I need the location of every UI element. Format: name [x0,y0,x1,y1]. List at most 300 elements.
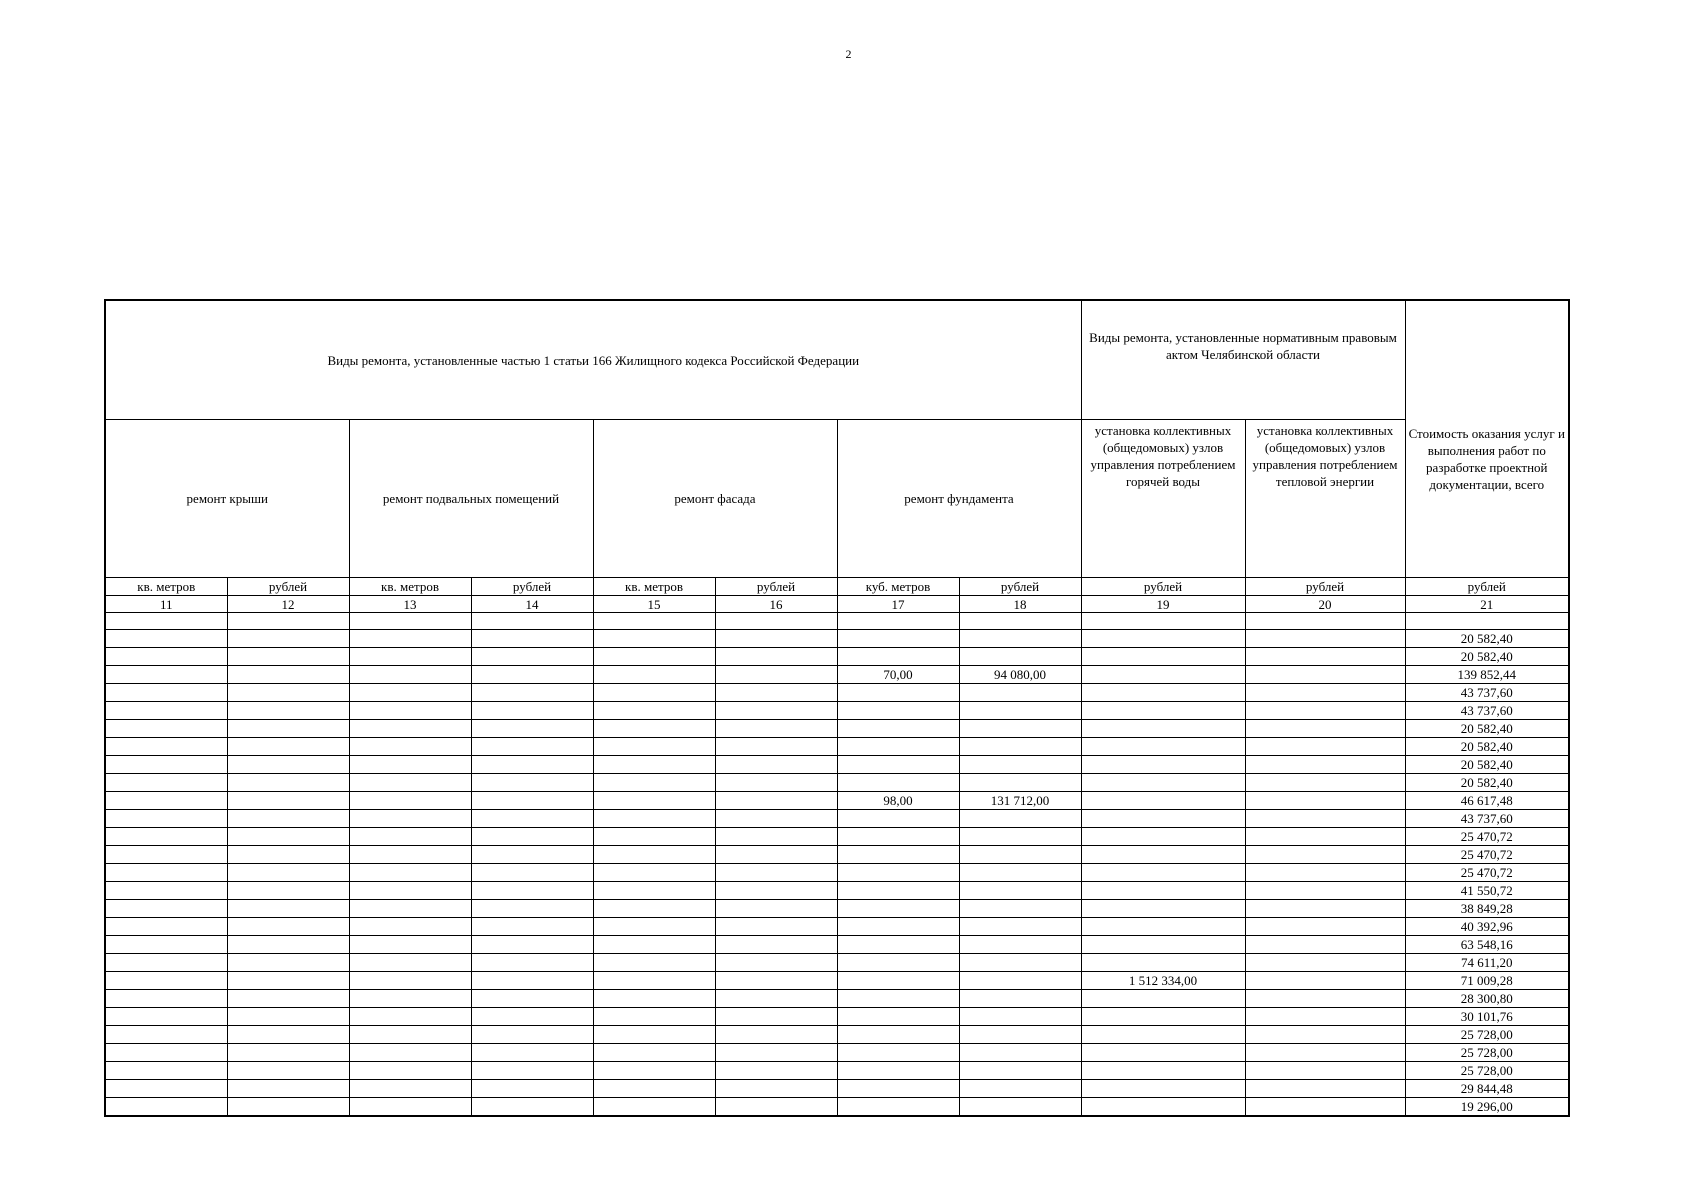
table-cell [471,828,593,846]
table-cell [837,1062,959,1080]
table-cell [349,1062,471,1080]
table-cell [349,1008,471,1026]
table-cell [227,990,349,1008]
table-cell [349,882,471,900]
table-cell [837,1008,959,1026]
table-cell [837,720,959,738]
table-cell [227,846,349,864]
table-cell [349,810,471,828]
header-federal-repair-types: Виды ремонта, установленные частью 1 статьи 166 Жилищного кодекса Российской Федерации [105,300,1081,420]
table-cell [715,864,837,882]
table-cell [593,1062,715,1080]
table-row [105,792,1569,810]
table-cell [593,1044,715,1062]
table-cell [349,846,471,864]
unit-cell: кв. метров [105,578,227,596]
table-cell [715,972,837,990]
table-cell [837,972,959,990]
table-cell [227,774,349,792]
table-cell: 25 728,00 [1405,1044,1569,1062]
table-cell [105,774,227,792]
table-cell [959,1026,1081,1044]
table-cell [227,756,349,774]
table-cell [471,756,593,774]
column-number-cell: 18 [959,596,1081,613]
table-cell [227,1026,349,1044]
table-row [105,918,1569,936]
table-cell [227,648,349,666]
table-cell [837,684,959,702]
table-cell: 25 728,00 [1405,1062,1569,1080]
unit-cell: кв. метров [593,578,715,596]
table-cell [959,954,1081,972]
header-cost-total: Стоимость оказания услуг и выполнения работ по разработке проектной документации, всего [1405,300,1569,578]
table-row [105,756,1569,774]
table-cell [1081,648,1245,666]
table-cell [105,918,227,936]
table-cell [1245,864,1405,882]
table-cell: 20 582,40 [1405,738,1569,756]
table-cell: 25 470,72 [1405,828,1569,846]
table-cell [105,1098,227,1117]
table-cell [715,954,837,972]
table-cell [105,882,227,900]
table-cell [837,954,959,972]
table-cell [1081,702,1245,720]
table-cell [593,1026,715,1044]
table-cell [715,900,837,918]
table-cell [105,648,227,666]
table-cell [715,1098,837,1117]
table-cell [1081,864,1245,882]
table-cell: 20 582,40 [1405,756,1569,774]
table-cell [1081,810,1245,828]
table-cell [471,792,593,810]
table-cell [227,1062,349,1080]
table-cell [1081,1098,1245,1117]
table-cell [1081,900,1245,918]
table-cell [105,846,227,864]
blank-cell [105,613,227,630]
blank-cell [593,613,715,630]
table-cell [349,900,471,918]
table-cell [593,648,715,666]
table-cell [837,702,959,720]
table-cell [1081,846,1245,864]
table-cell [227,666,349,684]
table-cell [471,648,593,666]
table-row [105,810,1569,828]
table-row [105,648,1569,666]
header-heat-metering: установка коллективных (общедомовых) узлов управления потреблением тепловой энергии [1245,420,1405,578]
table-cell [471,936,593,954]
table-cell [1245,702,1405,720]
table-cell [593,666,715,684]
table-cell [837,828,959,846]
table-cell [1081,666,1245,684]
table-cell [593,720,715,738]
table-cell [959,882,1081,900]
table-cell [959,1098,1081,1117]
table-cell [837,648,959,666]
table-cell [1081,792,1245,810]
table-cell [959,1080,1081,1098]
table-cell [1081,954,1245,972]
table-cell [471,864,593,882]
column-number-cell: 16 [715,596,837,613]
table-cell [593,990,715,1008]
table-row [105,864,1569,882]
table-cell [471,810,593,828]
column-number-cell: 14 [471,596,593,613]
table-cell [105,738,227,756]
blank-cell [715,613,837,630]
column-number-cell: 11 [105,596,227,613]
table-cell [105,792,227,810]
table-row [105,720,1569,738]
table-cell [105,666,227,684]
table-cell [1081,1080,1245,1098]
table-cell [227,810,349,828]
table-cell [105,756,227,774]
table-cell [593,954,715,972]
table-cell [837,918,959,936]
table-row [105,954,1569,972]
table-row [105,738,1569,756]
table-cell: 98,00 [837,792,959,810]
table-cell [837,810,959,828]
table-cell: 139 852,44 [1405,666,1569,684]
units-row [105,578,1569,596]
table-cell: 20 582,40 [1405,648,1569,666]
table-cell [227,738,349,756]
table-cell [837,756,959,774]
table-cell [959,1044,1081,1062]
table-cell [593,1098,715,1117]
table-cell [105,630,227,648]
table-cell [837,738,959,756]
table-row [105,774,1569,792]
table-cell [1081,936,1245,954]
table-cell [1081,774,1245,792]
table-cell [715,702,837,720]
table-cell [593,1008,715,1026]
blank-cell [227,613,349,630]
table-body [105,300,1569,1116]
table-cell [349,702,471,720]
table-row [105,684,1569,702]
table-row [105,1062,1569,1080]
table-cell [837,774,959,792]
table-row [105,1098,1569,1117]
table-cell [471,720,593,738]
table-row [105,990,1569,1008]
header-facade-repair: ремонт фасада [593,420,837,578]
table-cell [715,882,837,900]
table-cell [959,630,1081,648]
column-numbers-row [105,596,1569,613]
table-cell [715,1044,837,1062]
table-row [105,1080,1569,1098]
table-cell [1081,684,1245,702]
table-cell [1245,738,1405,756]
table-cell [1081,1026,1245,1044]
table-cell [593,900,715,918]
table-row [105,1026,1569,1044]
table-cell [959,1062,1081,1080]
table-cell [471,900,593,918]
table-cell [593,882,715,900]
table-cell [1245,846,1405,864]
table-cell [105,828,227,846]
table-cell [959,702,1081,720]
table-cell: 131 712,00 [959,792,1081,810]
table-cell: 43 737,60 [1405,684,1569,702]
table-cell [959,990,1081,1008]
table-cell [349,1044,471,1062]
table-cell [1081,990,1245,1008]
table-cell [471,684,593,702]
table-cell [471,1026,593,1044]
table-cell [959,864,1081,882]
table-cell [227,972,349,990]
table-cell [715,684,837,702]
table-cell [1245,1080,1405,1098]
table-cell [593,630,715,648]
table-cell [1081,1044,1245,1062]
column-number-cell: 17 [837,596,959,613]
table-cell [349,684,471,702]
table-cell [1245,990,1405,1008]
table-cell [715,648,837,666]
table-cell [105,936,227,954]
table-cell [959,684,1081,702]
table-cell [837,630,959,648]
table-cell [715,792,837,810]
table-cell [105,900,227,918]
table-row [105,828,1569,846]
table-cell: 19 296,00 [1405,1098,1569,1117]
table-cell [471,738,593,756]
table-cell [593,792,715,810]
table-cell [837,882,959,900]
table-cell [471,630,593,648]
table-cell [349,1098,471,1117]
table-cell [593,810,715,828]
table-cell [1245,1044,1405,1062]
blank-cell [1245,613,1405,630]
table-cell [105,1008,227,1026]
table-cell [349,756,471,774]
table-cell [227,1044,349,1062]
table-cell [105,1026,227,1044]
table-cell [227,684,349,702]
table-cell [105,702,227,720]
table-cell [837,936,959,954]
table-cell [593,936,715,954]
table-cell [349,828,471,846]
table-cell [1245,648,1405,666]
table-cell [105,720,227,738]
table-cell [471,972,593,990]
table-cell: 43 737,60 [1405,702,1569,720]
table-cell: 1 512 334,00 [1081,972,1245,990]
table-cell [593,702,715,720]
header-hot-water-metering: установка коллективных (общедомовых) узлов управления потреблением горячей воды [1081,420,1245,578]
unit-cell: рублей [1405,578,1569,596]
table-cell: 70,00 [837,666,959,684]
table-cell [471,1044,593,1062]
table-cell [959,738,1081,756]
column-number-cell: 12 [227,596,349,613]
table-cell: 41 550,72 [1405,882,1569,900]
table-cell [837,1098,959,1117]
table-row [105,702,1569,720]
table-cell: 74 611,20 [1405,954,1569,972]
table-cell [349,1026,471,1044]
table-cell [593,738,715,756]
table-cell [349,792,471,810]
table-cell [593,918,715,936]
table-cell [1245,684,1405,702]
table-cell [349,936,471,954]
table-cell [1245,882,1405,900]
repair-cost-table [104,299,1570,1117]
column-number-cell: 15 [593,596,715,613]
table-cell [105,810,227,828]
table-cell [349,972,471,990]
table-cell [471,990,593,1008]
table-cell [349,738,471,756]
table-cell [471,882,593,900]
table-cell [837,900,959,918]
table-cell [715,774,837,792]
table-cell: 38 849,28 [1405,900,1569,918]
column-number-cell: 20 [1245,596,1405,613]
table-cell [837,990,959,1008]
table-cell [959,846,1081,864]
table-cell [349,774,471,792]
blank-cell [471,613,593,630]
table-cell [715,990,837,1008]
table-cell: 63 548,16 [1405,936,1569,954]
table-cell: 46 617,48 [1405,792,1569,810]
table-row [105,630,1569,648]
table-cell [349,954,471,972]
table-cell [105,990,227,1008]
table-cell: 29 844,48 [1405,1080,1569,1098]
table-cell: 28 300,80 [1405,990,1569,1008]
header-basement-repair: ремонт подвальных помещений [349,420,593,578]
table-cell [471,918,593,936]
table-cell [959,918,1081,936]
unit-cell: куб. метров [837,578,959,596]
table-cell [1245,1026,1405,1044]
table-row [105,936,1569,954]
table-cell [1245,666,1405,684]
table-row [105,972,1569,990]
unit-cell: рублей [959,578,1081,596]
table-cell [1245,1062,1405,1080]
table-cell [349,666,471,684]
table-cell [1245,1098,1405,1117]
table-cell [349,864,471,882]
table-cell [227,702,349,720]
table-cell [105,954,227,972]
table-cell: 20 582,40 [1405,720,1569,738]
table-cell [349,720,471,738]
table-cell [105,1062,227,1080]
table-cell [959,720,1081,738]
table-cell [1081,756,1245,774]
table-cell [471,954,593,972]
table-row [105,1008,1569,1026]
table-cell [227,882,349,900]
table-cell [715,720,837,738]
header-regional-repair-types: Виды ремонта, установленные нормативным правовым актом Челябинской области [1081,300,1405,420]
table-cell [227,1080,349,1098]
table-cell [715,1008,837,1026]
table-cell [593,774,715,792]
table-cell [105,1044,227,1062]
table-cell: 20 582,40 [1405,630,1569,648]
column-number-cell: 21 [1405,596,1569,613]
table-cell [349,990,471,1008]
unit-cell: рублей [227,578,349,596]
blank-cell [1405,613,1569,630]
table-cell [471,1098,593,1117]
table-cell [1081,918,1245,936]
table-cell [1245,774,1405,792]
table-cell [1245,900,1405,918]
table-cell [837,1026,959,1044]
table-cell [1245,954,1405,972]
table-cell [227,828,349,846]
table-cell [105,684,227,702]
unit-cell: рублей [1081,578,1245,596]
header-group-row [105,300,1569,420]
column-number-cell: 13 [349,596,471,613]
table-cell [715,810,837,828]
table-cell [593,828,715,846]
table-cell [837,846,959,864]
table-cell: 20 582,40 [1405,774,1569,792]
table-cell [593,756,715,774]
table-cell [715,936,837,954]
table-cell [959,648,1081,666]
table-cell [227,918,349,936]
table-row [105,846,1569,864]
table-cell [105,972,227,990]
table-cell [105,1080,227,1098]
table-cell [1245,630,1405,648]
table-cell [959,936,1081,954]
table-cell [837,1044,959,1062]
table-cell [471,1080,593,1098]
table-cell [1245,792,1405,810]
table-cell [593,684,715,702]
table-cell [715,738,837,756]
page-number: 2 [845,47,852,61]
table-cell [593,1080,715,1098]
table-cell [959,1008,1081,1026]
table-cell [1245,918,1405,936]
table-cell [471,774,593,792]
table-cell [227,720,349,738]
table-cell [1081,1008,1245,1026]
table-cell [715,1026,837,1044]
table-cell [959,774,1081,792]
